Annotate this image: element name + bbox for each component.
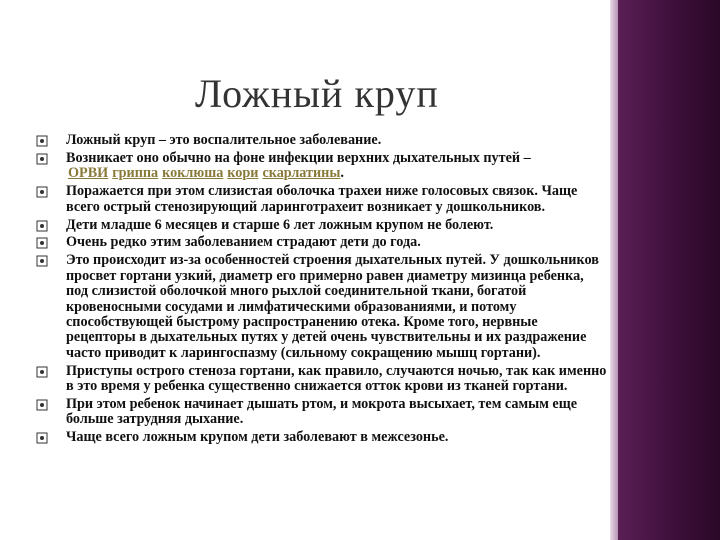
bullet-icon <box>36 220 48 232</box>
link-kor[interactable]: кори <box>227 165 259 182</box>
bullet-icon <box>36 186 48 198</box>
list-item <box>36 184 608 215</box>
list-item-text: Возникает оно обычно на фоне инфекции верхних дыхательных путей – <box>66 149 531 166</box>
bullet-icon <box>36 366 48 378</box>
list-item-text: При этом ребенок начинает дышать ртом, и мокрота высыхает, тем самым еще больше затрудняя дыхание. <box>66 396 577 428</box>
bullet-list <box>36 133 608 448</box>
link-skarlatina[interactable]: скарлатины <box>262 165 341 182</box>
link-orvi[interactable]: ОРВИ <box>68 165 109 182</box>
slide-title: Ложный круп <box>195 71 439 116</box>
bullet-icon <box>36 135 48 147</box>
list-item <box>36 397 608 428</box>
list-item-text: Это происходит из-за особенностей строения дыхательных путей. У дошкольников просвет гортани узкий, диаметр его примерно равен диаметру мизинца ребенка, под слизистой оболочкой много рыхлой соединительной ткани, богатой кровеносными сосудами и лимфатическими образованиями, и потому способствующей быстрому распространению отека. Кроме того, нервные рецепторы в дыхательных путях у детей очень чувствительны и их раздражение часто приводит к ларингоспазму (сильному сокращению мышц гортани). <box>66 252 599 361</box>
sidebar-edge-stripe <box>610 0 618 540</box>
decorative-sidebar <box>618 0 720 540</box>
bullet-icon <box>36 255 48 267</box>
bullet-icon <box>36 237 48 249</box>
list-item <box>36 364 608 395</box>
list-item-text: Дети младше 6 месяцев и старше 6 лет ложным крупом не болеют. <box>66 216 494 233</box>
bullet-icon <box>36 432 48 444</box>
list-item-text: Чаще всего ложным крупом дети заболевают в межсезонье. <box>66 429 449 446</box>
list-item-text: Очень редко этим заболеванием страдают дети до года. <box>66 234 421 251</box>
bullet-icon <box>36 153 48 165</box>
list-item-text: Поражается при этом слизистая оболочка трахеи ниже голосовых связок. Чаще всего острый стенозирующий ларинготрахеит возникает у дошкольников. <box>66 183 578 215</box>
list-item <box>36 235 608 250</box>
list-item-text: Ложный круп – это воспалительное заболевание. <box>66 132 382 148</box>
list-item <box>36 151 608 182</box>
list-item <box>36 133 608 148</box>
list-item <box>36 430 608 445</box>
links-suffix: . <box>340 165 344 182</box>
list-item <box>36 218 608 233</box>
list-item-text: Приступы острого стеноза гортани, как правило, случаются ночью, так как именно в это время у ребенка существенно снижается отток крови из тканей гортани. <box>66 362 607 395</box>
link-row <box>66 166 608 181</box>
bullet-icon <box>36 399 48 411</box>
link-gripp[interactable]: гриппа <box>112 165 159 182</box>
link-koklyush[interactable]: коклюша <box>162 165 224 182</box>
list-item <box>36 253 608 361</box>
